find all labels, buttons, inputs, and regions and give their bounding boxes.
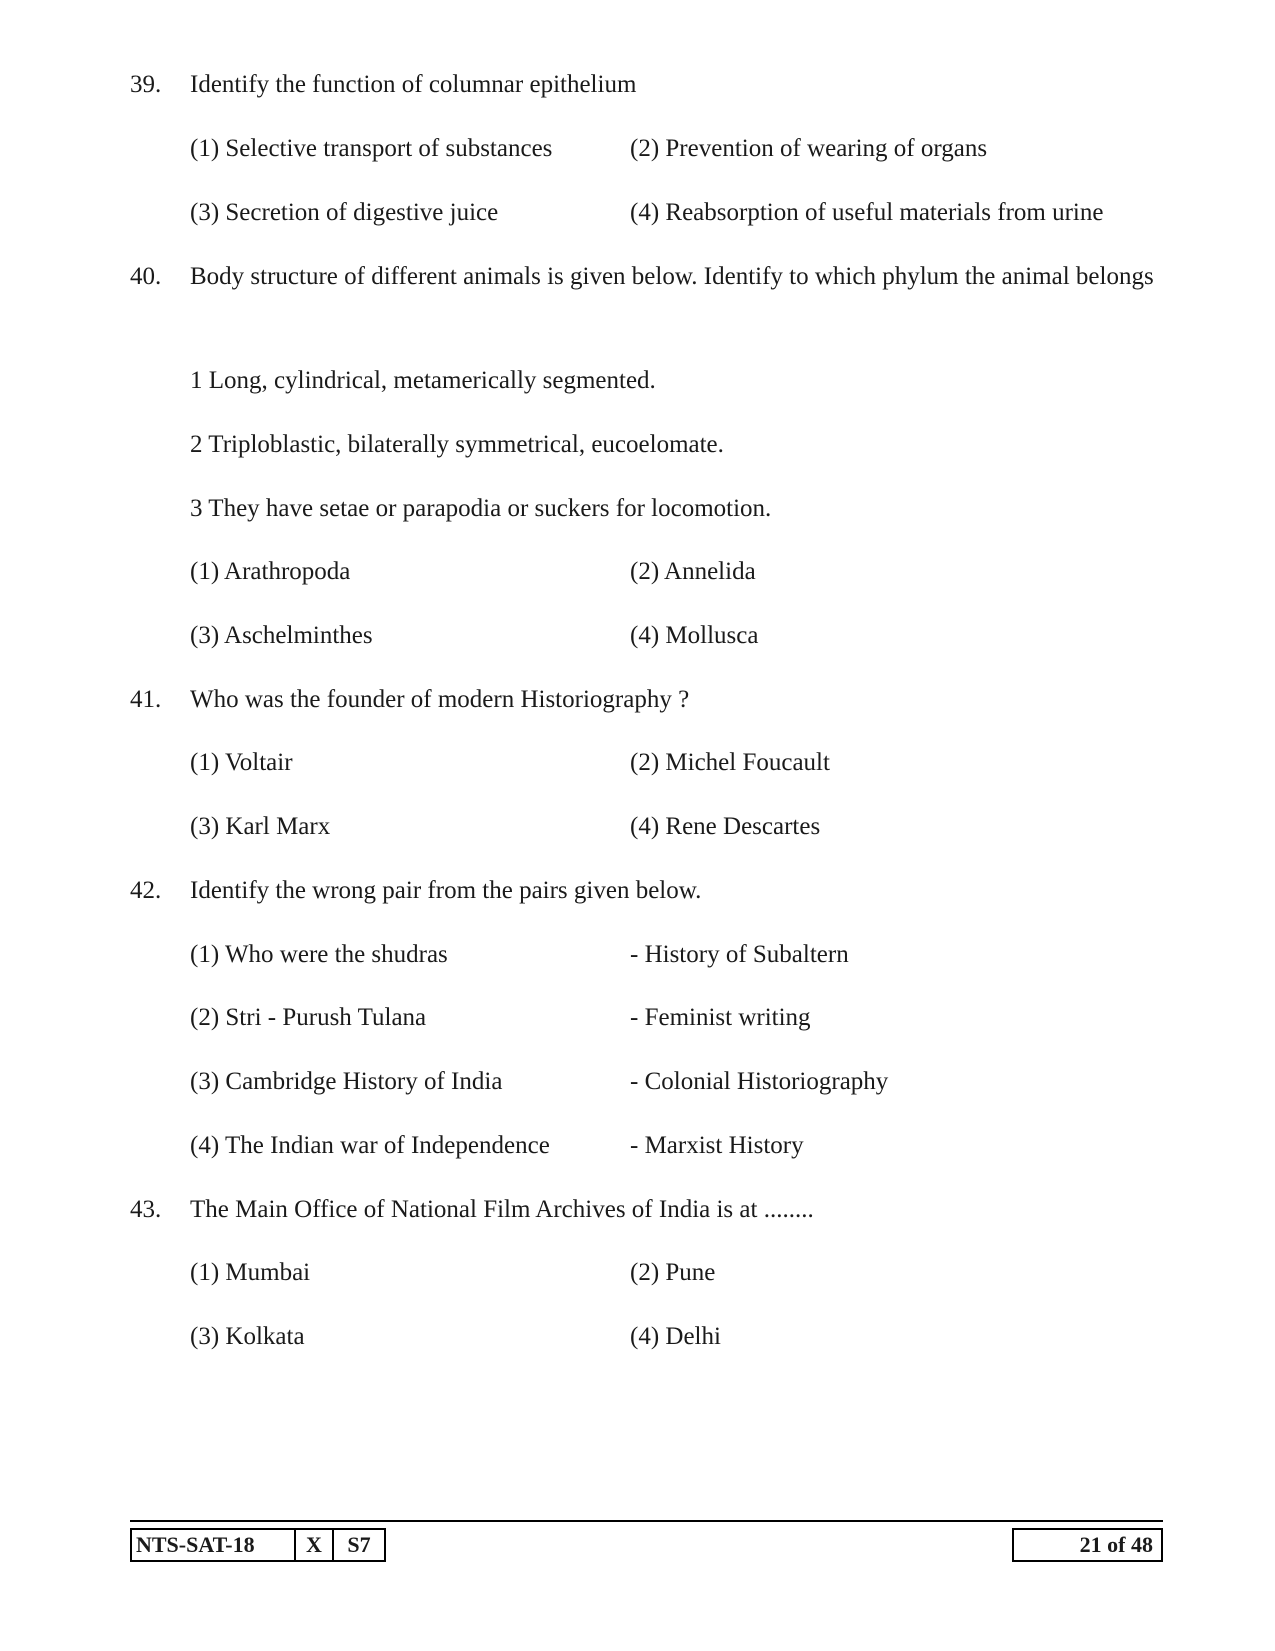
option-4[interactable]: (4) Reabsorption of useful materials from urine	[630, 199, 1104, 226]
question-number: 41.	[130, 686, 162, 713]
pair-4-left[interactable]: (4) The Indian war of Independence	[190, 1132, 550, 1159]
pair-1-right: - History of Subaltern	[630, 941, 849, 968]
pair-2-left[interactable]: (2) Stri - Purush Tulana	[190, 1004, 427, 1031]
page-number-box	[1012, 1528, 1163, 1562]
page-number: 21 of 48	[1079, 1532, 1153, 1557]
set-label: S7	[347, 1532, 371, 1557]
exam-code: NTS-SAT-18	[132, 1530, 296, 1560]
option-2[interactable]: (2) Michel Foucault	[630, 749, 830, 776]
question-text: The Main Office of National Film Archives of India is at ........	[190, 1196, 814, 1223]
footer-code-box	[130, 1528, 386, 1562]
option-2[interactable]: (2) Prevention of wearing of organs	[630, 135, 988, 162]
question-number: 39.	[130, 71, 162, 98]
class-label: X	[296, 1530, 334, 1560]
pair-2-right: - Feminist writing	[630, 1004, 811, 1031]
question-number: 43.	[130, 1196, 162, 1223]
pair-3-left[interactable]: (3) Cambridge History of India	[190, 1068, 503, 1095]
statement-3: 3 They have setae or parapodia or suckers for locomotion.	[190, 495, 772, 522]
option-3[interactable]: (3) Kolkata	[190, 1323, 305, 1350]
option-1[interactable]: (1) Voltair	[190, 749, 293, 776]
option-3[interactable]: (3) Karl Marx	[190, 813, 331, 840]
question-text: Who was the founder of modern Historiography ?	[190, 686, 690, 713]
option-3[interactable]: (3) Secretion of digestive juice	[190, 199, 499, 226]
statement-2: 2 Triploblastic, bilaterally symmetrical, eucoelomate.	[190, 431, 724, 458]
option-1[interactable]: (1) Selective transport of substances	[190, 135, 553, 162]
question-number: 40.	[130, 263, 162, 290]
pair-1-left[interactable]: (1) Who were the shudras	[190, 941, 448, 968]
question-text: Body structure of different animals is given below. Identify to which phylum the animal belongs	[190, 263, 1154, 290]
footer-divider	[130, 1520, 1163, 1522]
option-1[interactable]: (1) Mumbai	[190, 1259, 311, 1286]
question-text: Identify the function of columnar epithelium	[190, 71, 637, 98]
option-4[interactable]: (4) Delhi	[630, 1323, 721, 1350]
option-2[interactable]: (2) Pune	[630, 1259, 716, 1286]
option-2[interactable]: (2) Annelida	[630, 558, 756, 585]
question-text: Identify the wrong pair from the pairs given below.	[190, 877, 702, 904]
option-1[interactable]: (1) Arathropoda	[190, 558, 351, 585]
pair-4-right: - Marxist History	[630, 1132, 804, 1159]
statement-1: 1 Long, cylindrical, metamerically segmented.	[190, 367, 656, 394]
option-4[interactable]: (4) Mollusca	[630, 622, 759, 649]
option-3[interactable]: (3) Aschelminthes	[190, 622, 373, 649]
question-number: 42.	[130, 877, 162, 904]
pair-3-right: - Colonial Historiography	[630, 1068, 889, 1095]
option-4[interactable]: (4) Rene Descartes	[630, 813, 821, 840]
